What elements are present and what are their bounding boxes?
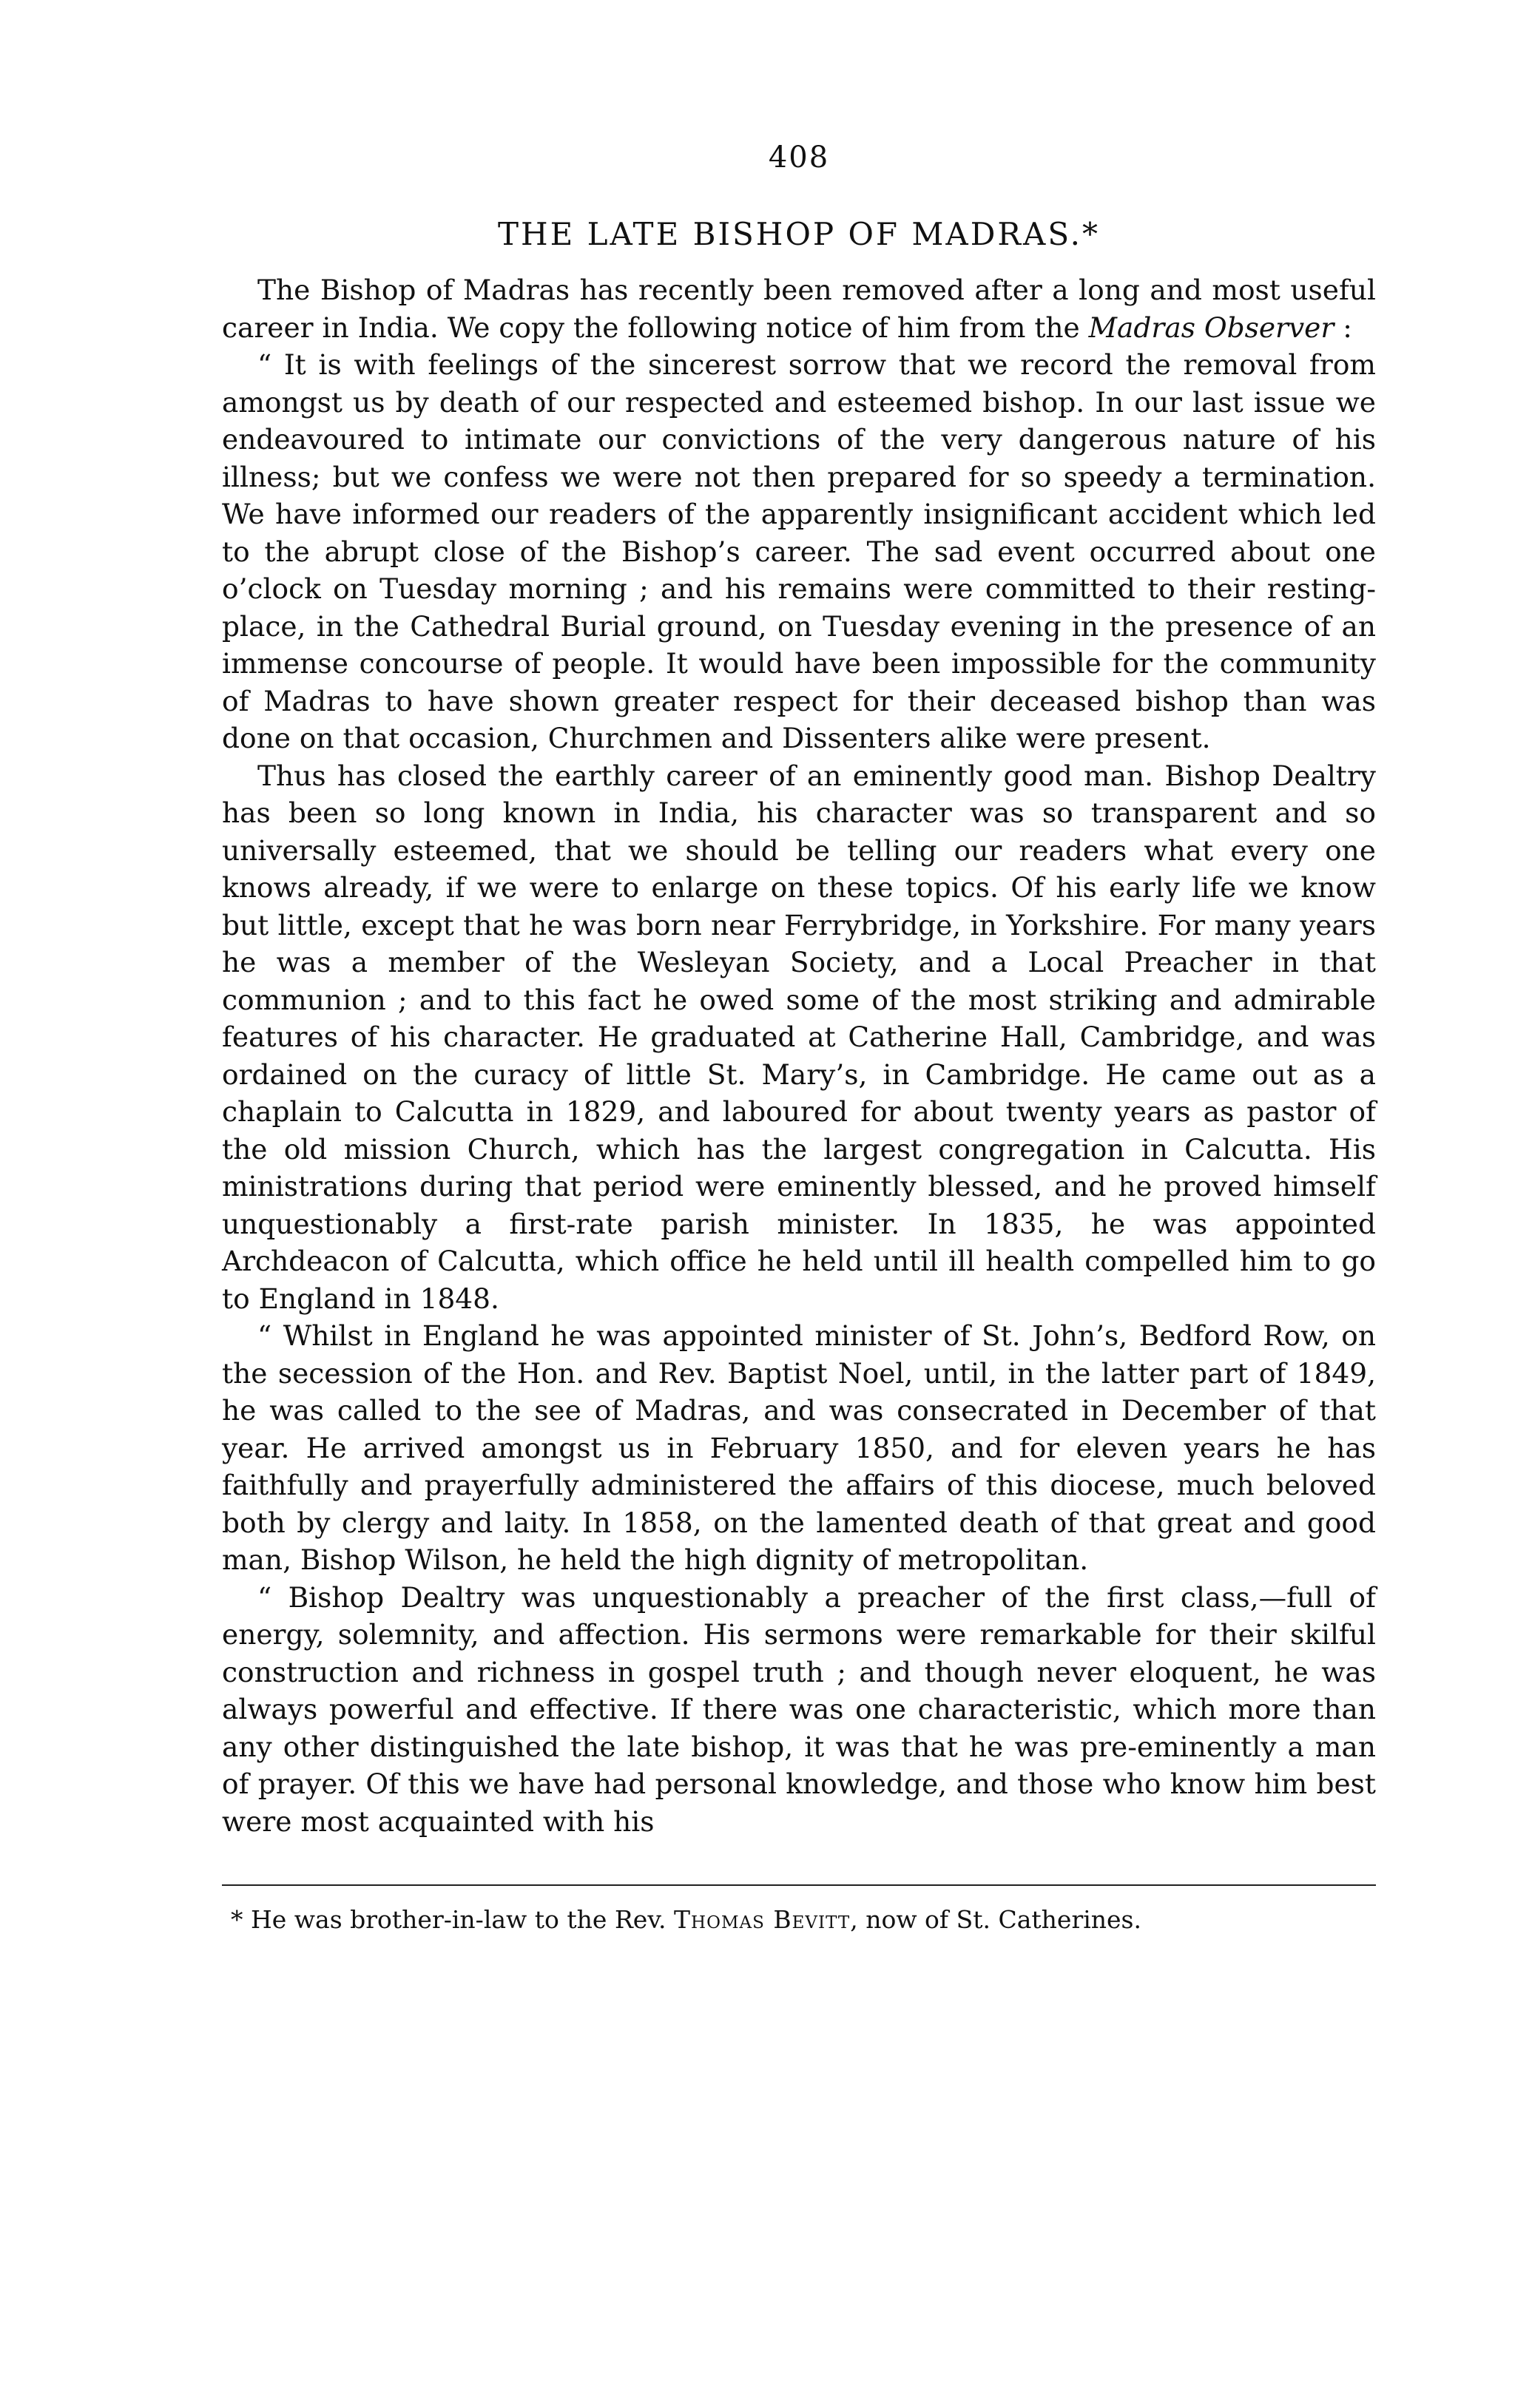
body-paragraph-4: “ Bishop Dealtry was unquestionably a preacher of the first class,—full of energy, solemnity, and affection. His sermons were remarkable for their skilful construction and richness in gospel truth ; and though never eloquent, he was always powerful and effective. If there was one characteristic, which more than any other distinguished the late bishop, it was that he was pre-eminently a man of prayer. Of this we have had personal knowledge, and those who know him best were most acquainted with his: [222, 1580, 1376, 1838]
article-title: THE LATE BISHOP OF MADRAS.*: [497, 216, 1100, 252]
source-name: Madras Observer: [1088, 311, 1334, 344]
page-number: 408: [768, 141, 830, 175]
footnote-name: Thomas Bevitt: [674, 1905, 851, 1934]
body-paragraph-2: Thus has closed the earthly career of an eminently good man. Bishop Dealtry has been so long known in India, his character was so transparent and so universally esteemed, that we should be telling our readers what every one knows already, if we were to enlarge on these topics. Of his early life we know but little, except that he was born near Ferrybridge, in Yorkshire. For many years he was a member of the Wesleyan Society, and a Local Preacher in that communion ; and to this fact he owed some of the most striking and admirable features of his character. He graduated at Catherine Hall, Cambridge, and was ordained on the curacy of little St. Mary’s, in Cambridge. He came out as a chaplain to Calcutta in 1829, and laboured for about twenty years as pastor of the old mission Church, which has the largest congregation in Calcutta. His ministrations during that period were eminently blessed, and he proved himself unquestionably a first-rate parish minister. In 1835, he was appointed Archdeacon of Calcutta, which office he held until ill health compelled him to go to England in 1848.: [222, 759, 1376, 1315]
intro-colon: :: [1334, 311, 1352, 344]
body-paragraph-1: “ It is with feelings of the sincerest sorrow that we record the removal from amongst us by death of our respected and esteemed bishop. In our last issue we endeavoured to intimate our convictions of the very dangerous nature of his illness; but we confess we were not then prepared for so speedy a termination. We have informed our readers of the apparently insignificant accident which led to the abrupt close of the Bishop’s career. The sad event occurred about one o’clock on Tuesday morning ; and his remains were committed to their resting-place, in the Cathedral Burial ground, on Tuesday evening in the presence of an immense concourse of people. It would have been impossible for the community of Madras to have shown greater respect for their deceased bishop than was done on that occasion, Churchmen and Dissenters alike were present.: [222, 348, 1376, 754]
footnote: [222, 1904, 1376, 1936]
body-paragraph-3: “ Whilst in England he was appointed minister of St. John’s, Bedford Row, on the secession of the Hon. and Rev. Baptist Noel, until, in the latter part of 1849, he was called to the see of Madras, and was consecrated in December of that year. He arrived amongst us in February 1850, and for eleven years he has faithfully and prayerfully administered the affairs of this diocese, much beloved both by clergy and laity. In 1858, on the lamented death of that great and good man, Bishop Wilson, he held the high dignity of metropolitan.: [222, 1319, 1376, 1576]
footnote-text: * He was brother-in-law to the Rev.: [231, 1905, 675, 1934]
footnote-divider: [222, 1884, 1376, 1886]
intro-text: The Bishop of Madras has recently been removed after a long and most useful career in India. We copy the following notice of him from the: [222, 274, 1376, 344]
intro-paragraph: [222, 271, 1376, 346]
footnote-end: , now of St. Catherines.: [850, 1905, 1141, 1934]
page: [222, 141, 1376, 1936]
